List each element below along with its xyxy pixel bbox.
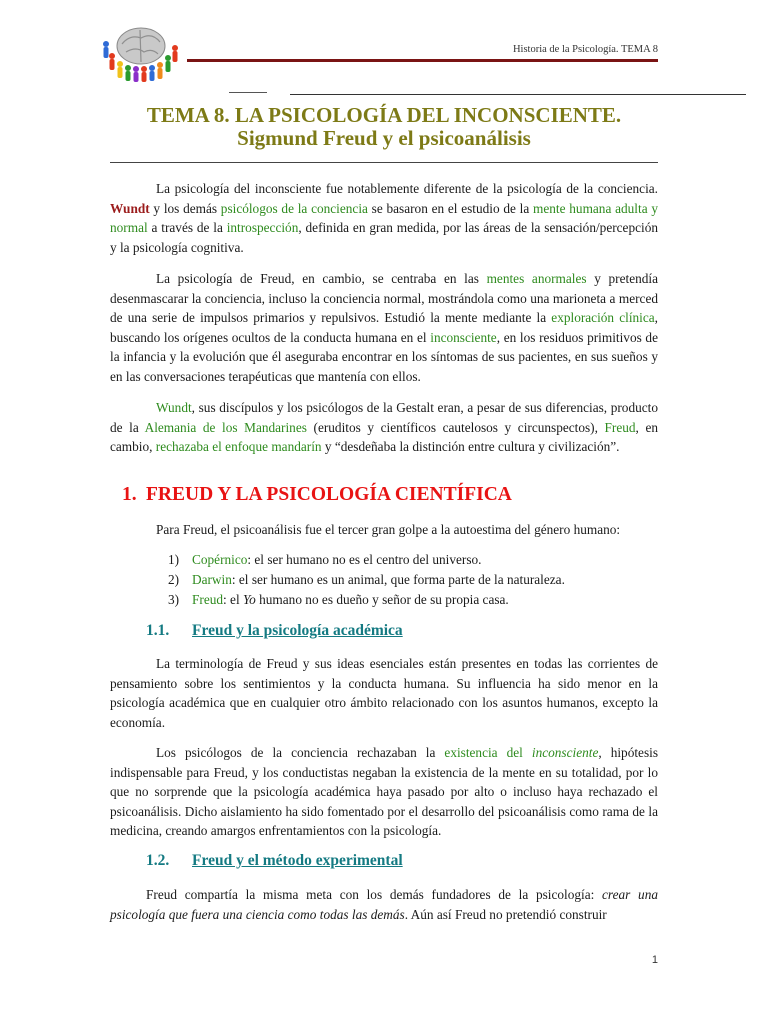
section-heading: 1. FREUD Y LA PSICOLOGÍA CIENTÍFICA xyxy=(122,484,512,505)
keyword: inconsciente xyxy=(430,329,497,345)
brain-with-people-logo xyxy=(100,26,182,82)
paragraph: La psicología de Freud, en cambio, se centraba en las mentes anormales y pretendía desenmascarar la conciencia, incluso la conciencia normal, mostrándola como una marioneta a merced de una serie de impulsos primarios y repulsivos. Estudió la mente mediante la exploración clínica, buscando los orígenes ocultos de la conducta humana en el inconsciente, en los residuos primitivos de la infancia y la evolución que él aseguraba encontrar en los síntomas de sus pacientes, en sus sueños y en las conversaciones terapéuticas que mantenía con ellos. xyxy=(110,271,658,384)
keyword: psicólogos de la conciencia xyxy=(220,200,368,216)
keyword: existencia del xyxy=(444,745,532,760)
keyword: Copérnico xyxy=(192,552,248,567)
paragraph: Wundt, sus discípulos y los psicólogos de la Gestalt eran, a pesar de sus diferencias, producto de la Alemania de los Mandarines (eruditos y científicos cautelosos y circunspectos), Freud, en cambio, rechazaba el enfoque mandarín y “desdeñaba la distinción entre cultura y civilización”. xyxy=(110,400,659,455)
paragraph: La terminología de Freud y sus ideas esenciales están presentes en todas las corrientes de pensamiento sobre los sentimientos y la conducta humana. Su influencia ha sido menor en la psicología académica que en cualquier otro ámbito relacionado con los asuntos humanos, excepto la economía. xyxy=(110,656,658,730)
running-header: Historia de la Psicología. TEMA 8 xyxy=(512,44,658,55)
title-divider xyxy=(110,162,658,163)
keyword: Wundt xyxy=(110,200,150,216)
keyword: Freud xyxy=(604,419,636,435)
page-number: 1 xyxy=(651,954,658,966)
page-subtitle: Sigmund Freud y el psicoanálisis xyxy=(237,126,531,150)
keyword: mente humana adulta y normal xyxy=(110,200,658,236)
keyword: Wundt xyxy=(156,400,192,415)
paragraph: La psicología del inconsciente fue notablemente diferente de la psicología de la conciencia. Wundt y los demás psicólogos de la conciencia se basaron en el estudio de la mente humana adulta y normal a través de la introspección, definida en gran medida, por las áreas de la sensación/percepción y la psicología cognitiva. xyxy=(110,181,658,255)
keyword: rechazaba el enfoque mandarín xyxy=(155,439,322,455)
paragraph: Para Freud, el psicoanálisis fue el tercer gran golpe a la autoestima del género humano: xyxy=(156,522,621,537)
divider xyxy=(229,92,267,93)
keyword: exploración clínica xyxy=(551,310,655,326)
list-item: 2) Darwin: el ser humano es un animal, que forma parte de la naturaleza. xyxy=(168,572,565,587)
keyword: Alemania de los Mandarines xyxy=(144,419,307,435)
list-item: 1) Copérnico: el ser humano no es el centro del universo. xyxy=(168,552,482,567)
subsection-heading: 1.1. Freud y la psicología académica xyxy=(146,622,403,639)
subsection-heading: 1.2. Freud y el método experimental xyxy=(146,852,403,869)
divider xyxy=(290,94,746,95)
keyword: mentes anormales xyxy=(486,271,587,286)
keyword: Freud xyxy=(192,592,224,607)
paragraph: Freud compartía la misma meta con los demás fundadores de la psicología: crear una psicología que fuera una ciencia como todas las demás. Aún así Freud no pretendió construir xyxy=(110,887,658,922)
paragraph: Los psicólogos de la conciencia rechazaban la existencia del inconsciente, hipótesis indispensable para Freud, y los conductistas negaban la existencia de la mente en su totalidad, por lo que no sorprende que la psicología académica haya pasado por alto o incluso haya rechazado el psicoanálisis. Dicho aislamiento ha sido fomentado por el desarrollo del psicoanálisis como rama de la medicina, creando amargos enfrentamientos con la psicología. xyxy=(110,745,658,839)
keyword: Darwin xyxy=(192,572,232,587)
list-item: 3) Freud: el Yo humano no es dueño y señor de su propia casa. xyxy=(168,592,509,607)
keyword: inconsciente xyxy=(531,745,599,760)
header-rule xyxy=(187,59,658,62)
keyword: introspección xyxy=(226,220,299,236)
page-title: TEMA 8. LA PSICOLOGÍA DEL INCONSCIENTE. xyxy=(146,103,622,127)
